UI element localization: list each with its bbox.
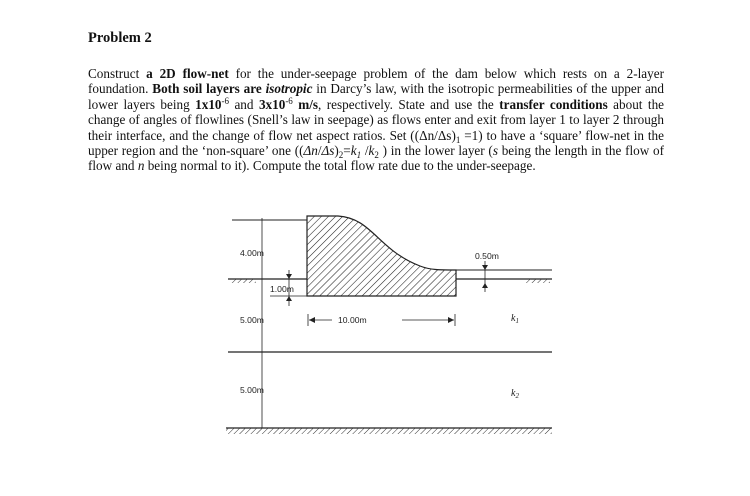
units: m/s <box>292 96 319 112</box>
text-italic: k <box>350 143 357 159</box>
subscript: 2 <box>338 150 344 161</box>
text-segment: / <box>361 143 369 159</box>
dam-body <box>307 216 456 296</box>
text-bold: Both soil layers are <box>152 81 266 97</box>
text-segment: in Darcy’s law, with the isotropic permeabilities of the upper and lower layers being <box>88 81 664 112</box>
text-segment: being normal to it). Compute the total flow rate due to the under-seepage. <box>144 158 536 174</box>
label-k1 <box>511 313 519 325</box>
text-bold: a 2D flow-net <box>146 66 229 81</box>
text-segment: for the under-seepage problem of the dam below which rests on a 2-layer foundation. <box>88 66 664 97</box>
text-segment: ) in the lower layer ( <box>378 143 493 159</box>
k2-value: 3x10 <box>258 96 286 112</box>
text-segment: Construct <box>88 66 147 81</box>
base-hatch <box>226 428 552 434</box>
k2-exponent: -6 <box>285 95 293 106</box>
ground-hatch-left <box>230 279 256 283</box>
subscript: 2 <box>374 150 379 161</box>
k2-symbol: k <box>511 388 516 399</box>
text-segment: about the change of angles of flowlines (Snell’s law in seepage) as flows enter and exit from layer 1 to layer 2 through their interface, and the change of flow net aspect ratios. Set ((Δn/Δs) <box>88 96 665 143</box>
text-italic: s <box>492 143 498 159</box>
text-segment: ) <box>334 143 339 159</box>
label-layer1-thickness: 5.00m <box>240 315 264 325</box>
arrow-up <box>482 283 488 288</box>
k1-exponent: -6 <box>221 95 230 106</box>
label-embedment: 1.00m <box>270 284 294 294</box>
k1-value: 1x10 <box>195 96 222 112</box>
text-bold-italic: isotropic <box>265 81 313 97</box>
k1-symbol: k <box>511 313 516 324</box>
text-segment: and <box>229 96 259 112</box>
text-bold: transfer conditions <box>499 96 608 112</box>
text-segment: being the length in the flow of flow and <box>88 143 664 174</box>
text-segment: , respectively. State and use the <box>318 96 500 112</box>
text-segment: = <box>343 143 351 159</box>
text-italic: Δn <box>303 143 318 159</box>
problem-title: Problem 2 <box>88 30 152 46</box>
k1-subscript: 1 <box>515 317 519 325</box>
arrow-up <box>286 296 292 301</box>
arrow-left <box>309 317 315 323</box>
label-dam-base: 10.00m <box>338 315 367 325</box>
arrow-down <box>286 274 292 279</box>
arrow-right <box>448 317 454 323</box>
k2-subscript: 2 <box>515 392 519 400</box>
text-segment: / <box>317 143 322 159</box>
arrow-down <box>482 265 488 270</box>
label-layer2-thickness: 5.00m <box>240 385 264 395</box>
text-segment: =1) to have a ‘square’ flow-net in the upper region and the ‘non-square’ one (( <box>88 127 664 159</box>
label-downstream-head: 0.50m <box>475 251 499 261</box>
text-italic: n <box>137 158 145 174</box>
label-upstream-head: 4.00m <box>240 248 264 258</box>
label-k2 <box>511 388 519 400</box>
ground-hatch-right <box>526 279 550 283</box>
subscript: 1 <box>356 150 362 161</box>
subscript: 1 <box>455 134 461 145</box>
text-italic: Δs <box>321 143 335 159</box>
text-italic: k <box>368 143 375 159</box>
